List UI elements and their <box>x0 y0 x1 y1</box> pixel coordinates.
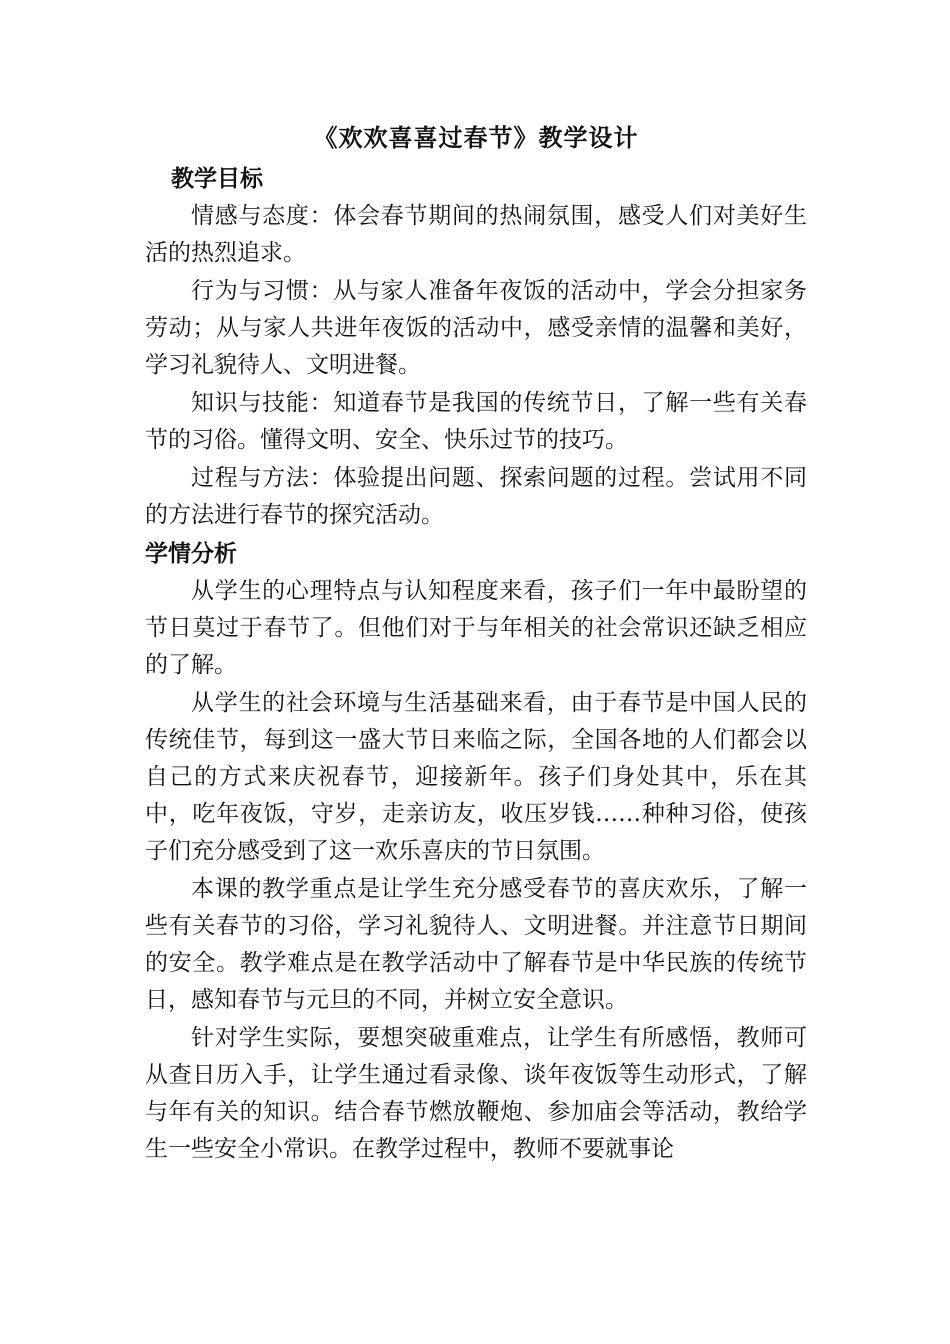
paragraph: 从学生的社会环境与生活基础来看，由于春节是中国人民的传统佳节，每到这一盛大节日来临之际，全国各地的人们都会以自己的方式来庆祝春节，迎接新年。孩子们身处其中，乐在其中，吃年夜饭，守岁，走亲访友，收压岁钱……种种习俗，使孩子们充分感受到了这一欢乐喜庆的节日氛围。 <box>145 690 807 864</box>
paragraph: 行为与习惯：从与家人准备年夜饭的活动中，学会分担家务劳动；从与家人共进年夜饭的活动中，感受亲情的温馨和美好，学习礼貌待人、文明进餐。 <box>145 278 807 378</box>
paragraph: 从学生的心理特点与认知程度来看，孩子们一年中最盼望的节日莫过于春节了。但他们对于与年相关的社会常识还缺乏相应的了解。 <box>145 578 807 678</box>
paragraph: 本课的教学重点是让学生充分感受春节的喜庆欢乐，了解一些有关春节的习俗，学习礼貌待人、文明进餐。并注意节日期间的安全。教学难点是在教学活动中了解春节是中华民族的传统节日，感知春节与元旦的不同，并树立安全意识。 <box>145 876 807 1013</box>
section-heading: 学情分析 <box>145 541 237 567</box>
section-teaching-goals <box>145 160 807 534</box>
document-page <box>145 118 807 1169</box>
paragraph: 过程与方法：体验提出问题、探索问题的过程。尝试用不同的方法进行春节的探究活动。 <box>145 465 807 528</box>
document-title: 《欢欢喜喜过春节》教学设计 <box>313 123 639 152</box>
section-heading: 教学目标 <box>171 166 263 192</box>
section-student-analysis <box>145 535 807 1168</box>
paragraph: 情感与态度：体会春节期间的热闹氛围，感受人们对美好生活的热烈追求。 <box>145 203 807 266</box>
paragraph: 针对学生实际，要想突破重难点，让学生有所感悟，教师可从查日历入手，让学生通过看录像、谈年夜饭等生动形式，了解与年有关的知识。结合春节燃放鞭炮、参加庙会等活动，教给学生一些安全小常识。在教学过程中，教师不要就事论 <box>145 1025 807 1162</box>
paragraph: 知识与技能：知道春节是我国的传统节日，了解一些有关春节的习俗。懂得文明、安全、快乐过节的技巧。 <box>145 390 807 453</box>
